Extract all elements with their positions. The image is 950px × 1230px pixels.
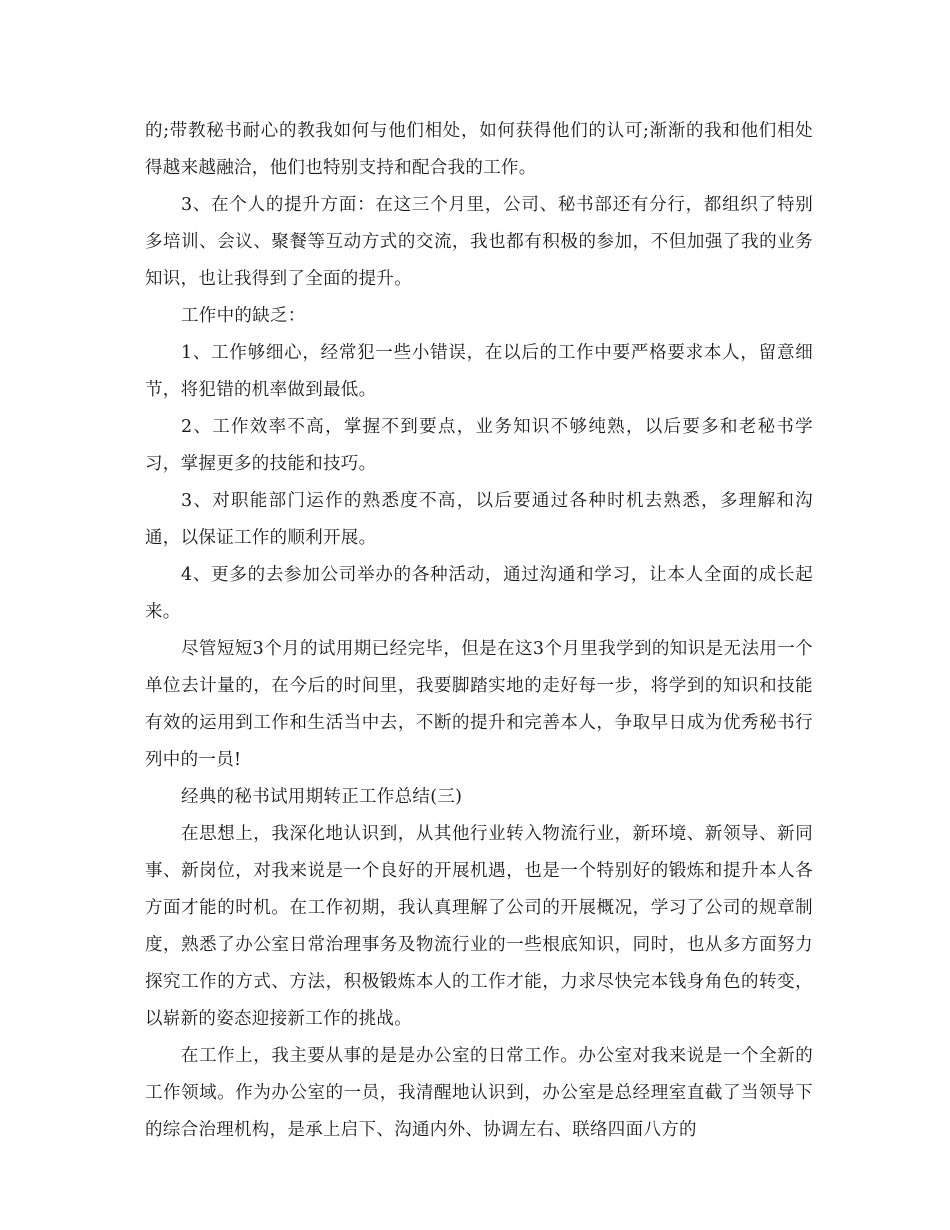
paragraph-shortcomings-heading: 工作中的缺乏： xyxy=(181,306,306,326)
paragraph-shortcoming-2: 2、工作效率不高，掌握不到要点，业务知识不够纯熟，以后要多和老秘书学习，掌握更多的技能和技巧。 xyxy=(145,417,813,474)
paragraph-shortcoming-3: 3、对职能部门运作的熟悉度不高，以后要通过各种时机去熟悉，多理解和沟通，以保证工作的顺利开展。 xyxy=(145,491,813,548)
paragraph-shortcoming-1: 1、工作够细心，经常犯一些小错误，在以后的工作中要严格要求本人，留意细节，将犯错的机率做到最低。 xyxy=(145,343,813,400)
paragraph-conclusion: 尽管短短3个月的试用期已经完毕，但是在这3个月里我学到的知识是无法用一个单位去计量的，在今后的时间里，我要脚踏实地的走好每一步，将学到的知识和技能有效的运用到工作和生活当中去，不断的提升和完善本人，争取早日成为优秀秘书行列中的一员! xyxy=(145,639,813,770)
paragraph-continuation: 的;带教秘书耐心的教我如何与他们相处，如何获得他们的认可;渐渐的我和他们相处得越来越融洽，他们也特别支持和配合我的工作。 xyxy=(145,121,813,178)
paragraph-work: 在工作上，我主要从事的是是办公室的日常工作。办公室对我来说是一个全新的工作领域。作为办公室的一员，我清醒地认识到，办公室是总经理室直截了当领导下的综合治理机构，是承上启下、沟通内外、协调左右、联络四面八方的 xyxy=(145,1046,813,1140)
paragraph-thinking: 在思想上，我深化地认识到，从其他行业转入物流行业，新环境、新领导、新同事、新岗位，对我来说是一个良好的开展机遇，也是一个特别好的锻炼和提升本人各方面才能的时机。在工作初期，我认真理解了公司的开展概况，学习了公司的规章制度，熟悉了办公室日常治理事务及物流行业的一些根底知识，同时，也从多方面努力探究工作的方式、方法，积极锻炼本人的工作才能，力求尽快完本钱身角色的转变，以崭新的姿态迎接新工作的挑战。 xyxy=(145,824,813,1029)
paragraph-personal-improvement: 3、在个人的提升方面：在这三个月里，公司、秘书部还有分行，都组织了特别多培训、会议、聚餐等互动方式的交流，我也都有积极的参加，不但加强了我的业务知识，也让我得到了全面的提升。 xyxy=(145,195,813,289)
section-title: 经典的秘书试用期转正工作总结(三) xyxy=(181,787,463,807)
paragraph-shortcoming-4: 4、更多的去参加公司举办的各种活动，通过沟通和学习，让本人全面的成长起来。 xyxy=(145,565,813,622)
